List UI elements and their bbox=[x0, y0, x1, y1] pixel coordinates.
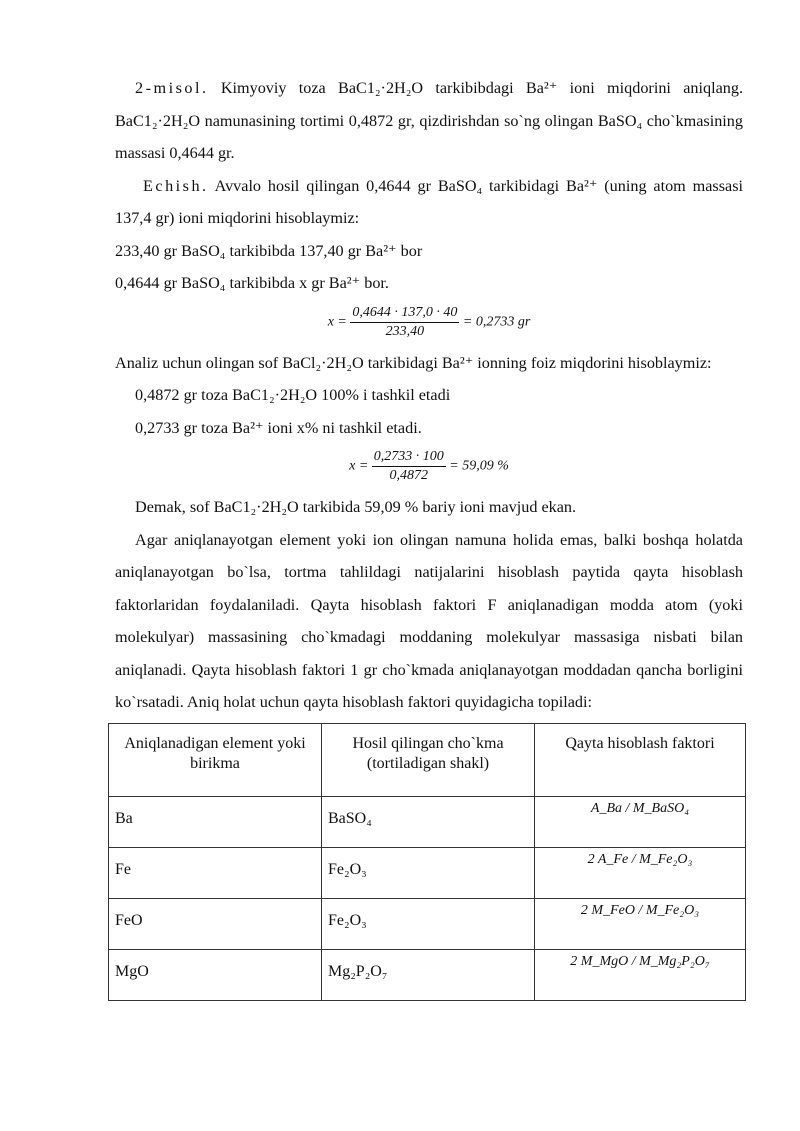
table-row bbox=[109, 949, 746, 1000]
formula-1-fraction bbox=[350, 304, 459, 341]
solution-paragraph bbox=[115, 170, 743, 235]
header-element: Aniqlanadigan element yoki birikma bbox=[109, 723, 322, 796]
factor-table bbox=[108, 723, 746, 1001]
header-factor: Qayta hisoblash faktori bbox=[535, 723, 746, 796]
formula-2-numerator: 0,2733 · 100 bbox=[372, 448, 446, 467]
solution-label: Echish. bbox=[143, 176, 209, 195]
cell-factor: 2 M_MgO / M_Mg₂P₂O₇ bbox=[535, 949, 746, 1000]
cell-element: Ba bbox=[109, 796, 322, 847]
cell-factor: 2 M_FeO / M_Fe₂O₃ bbox=[535, 898, 746, 949]
cell-precipitate: Mg₂P₂O₇ bbox=[322, 949, 535, 1000]
table-header-row bbox=[109, 723, 746, 796]
cell-element: Fe bbox=[109, 847, 322, 898]
cell-factor: 2 A_Fe / M_Fe₂O₃ bbox=[535, 847, 746, 898]
factor-paragraph: Agar aniqlanayotgan element yoki ion olingan namuna holida emas, balki boshqa holatda aniqlanayotgan bo`lsa, tortma tahlildagi natijalarini hisoblash paytida qayta hisoblash faktorlaridan foydalaniladi. Qayta hisoblash faktori F aniqlanadigan modda atom (yoki molekulyar) massasining cho`kmadagi moddaning molekulyar massasiga nisbati bilan aniqlanadi. Qayta hisoblash faktori 1 gr cho`kmada aniqlanayotgan moddadan qancha borligini ko`rsatadi. Aniq holat uchun qayta hisoblash faktori quyidagicha topiladi: bbox=[115, 530, 743, 711]
cell-element: MgO bbox=[109, 949, 322, 1000]
formula-2-denominator: 0,4872 bbox=[389, 468, 429, 483]
solution-text: Avvalo hosil qilingan 0,4644 gr BaSO₄ tarkibidagi Ba²⁺ (uning atom massasi 137,4 gr) ioni miqdorini hisoblaymiz: bbox=[115, 176, 743, 227]
cell-precipitate: Fe₂O₃ bbox=[322, 847, 535, 898]
cell-element: FeO bbox=[109, 898, 322, 949]
table-row bbox=[109, 796, 746, 847]
example-label: 2-misol. bbox=[135, 79, 209, 97]
formula-1-rhs: = 0,2733 gr bbox=[462, 314, 531, 330]
formula-2-fraction bbox=[372, 448, 446, 485]
proportion-line-3: 0,4872 gr toza BaC1₂·2H₂O 100% i tashkil etadi bbox=[135, 386, 451, 404]
formula-1 bbox=[115, 304, 743, 341]
example-text: Kimyoviy toza BaC1₂·2H₂O tarkibibdagi Ba²⁺ ioni miqdorini aniqlang. BaC1₂·2H₂O namunasining tortimi 0,4872 gr, qizdirishdan so`ng olingan BaSO₄ cho`kmasining massasi 0,4644 gr. bbox=[115, 79, 743, 162]
proportion-line-4: 0,2733 gr toza Ba²⁺ ioni x% ni tashkil etadi. bbox=[135, 418, 422, 437]
analysis-paragraph: Analiz uchun olingan sof BaCl₂·2H₂O tarkibidagi Ba²⁺ ionning foiz miqdorini hisoblaymiz: bbox=[115, 353, 712, 372]
conclusion-paragraph: Demak, sof BaC1₂·2H₂O tarkibida 59,09 % bariy ioni mavjud ekan. bbox=[135, 498, 577, 516]
header-precipitate: Hosil qilingan cho`kma (tortiladigan shakl) bbox=[322, 723, 535, 796]
formula-2 bbox=[115, 448, 743, 485]
table-row bbox=[109, 898, 746, 949]
formula-2-rhs: = 59,09 % bbox=[449, 458, 509, 474]
formula-2-lhs: x = bbox=[349, 458, 369, 474]
cell-factor: A_Ba / M_BaSO₄ bbox=[535, 796, 746, 847]
proportion-line-2: 0,4644 gr BaSO₄ tarkibibda x gr Ba²⁺ bor. bbox=[115, 274, 389, 292]
cell-precipitate: Fe₂O₃ bbox=[322, 898, 535, 949]
table-row bbox=[109, 847, 746, 898]
formula-1-denominator: 233,40 bbox=[385, 323, 425, 339]
formula-1-numerator: 0,4644 · 137,0 · 40 bbox=[350, 304, 459, 323]
cell-precipitate: BaSO₄ bbox=[322, 796, 535, 847]
formula-1-lhs: x = bbox=[327, 314, 347, 330]
document-page bbox=[115, 72, 743, 1001]
proportion-line-1: 233,40 gr BaSO₄ tarkibibda 137,40 gr Ba²⁺ bor bbox=[115, 241, 423, 260]
example-paragraph bbox=[115, 72, 743, 170]
